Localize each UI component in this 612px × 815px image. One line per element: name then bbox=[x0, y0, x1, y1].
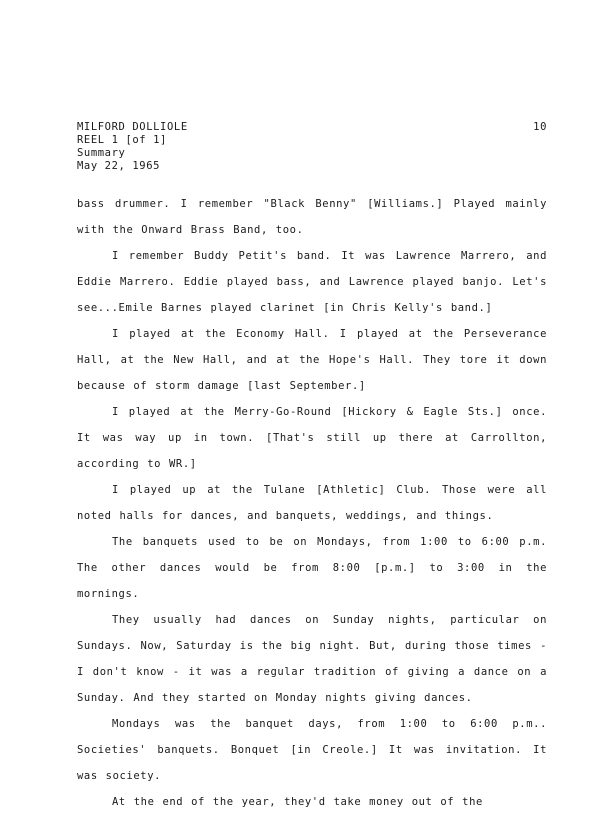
page-number: 10 bbox=[533, 121, 547, 133]
transcript-paragraph: I remember Buddy Petit's band. It was Lawrence Marrero, and Eddie Marrero. Eddie played bass, and Lawrence played banjo. Let's see...Emile Barnes played clarinet [in Chris Kelly's band.] bbox=[77, 250, 547, 314]
document-header bbox=[77, 121, 547, 173]
transcript-paragraph: Mondays was the banquet days, from 1:00 to 6:00 p.m.. Societies' banquets. Bonquet [in Creole.] It was invitation. It was society. bbox=[77, 718, 547, 782]
transcript-paragraph: They usually had dances on Sunday nights, particular on Sundays. Now, Saturday is the big night. But, during those times - I don't know - it was a regular tradition of giving a dance on a Sunday. And they started on Monday nights giving dances. bbox=[77, 614, 547, 704]
reel-info: REEL 1 [of 1] bbox=[77, 134, 167, 146]
interviewee-name: MILFORD DOLLIOLE bbox=[77, 121, 188, 133]
transcript-paragraph: I played at the Economy Hall. I played at the Perseverance Hall, at the New Hall, and at the Hope's Hall. They tore it down because of storm damage [last September.] bbox=[77, 328, 547, 392]
interview-date: May 22, 1965 bbox=[77, 160, 161, 172]
transcript-body bbox=[77, 191, 547, 815]
transcript-paragraph: I played at the Merry-Go-Round [Hickory & Eagle Sts.] once. It was way up in town. [That's still up there at Carrollton, according to WR.] bbox=[77, 406, 547, 470]
transcript-paragraph: bass drummer. I remember "Black Benny" [Williams.] Played mainly with the Onward Brass Band, too. bbox=[77, 198, 547, 236]
transcript-paragraph: I played up at the Tulane [Athletic] Club. Those were all noted halls for dances, and banquets, weddings, and things. bbox=[77, 484, 547, 522]
transcript-paragraph: At the end of the year, they'd take money out of the bbox=[112, 796, 483, 808]
transcript-paragraph: The banquets used to be on Mondays, from 1:00 to 6:00 p.m. The other dances would be from 8:00 [p.m.] to 3:00 in the mornings. bbox=[77, 536, 547, 600]
document-type: Summary bbox=[77, 147, 126, 159]
